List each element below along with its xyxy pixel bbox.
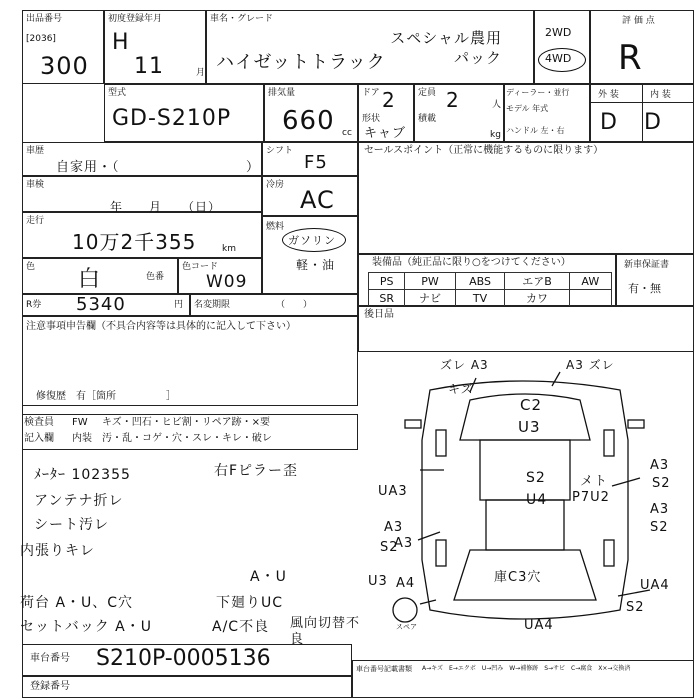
equip-tv: TV (455, 290, 505, 307)
recycle-label: R券 (26, 300, 42, 310)
shape: キャブ (364, 126, 407, 141)
reg-label: 登録番号 (30, 681, 70, 692)
load-label: 積載 (418, 114, 437, 124)
registration-box (22, 676, 352, 698)
disp: 660 (282, 106, 335, 136)
after-label: 後日品 (364, 309, 394, 320)
use-label: 車歴 (26, 146, 45, 156)
mark-16: S2 (380, 540, 399, 555)
inspect-ymd: 年 月 （日） (110, 200, 222, 214)
drive-2wd: 2WD (545, 26, 572, 39)
comment-2: アンテナ折レ (34, 493, 124, 509)
mark-6: UA3 (378, 484, 408, 499)
use: 自家用・（ (56, 160, 120, 175)
disp-unit: cc (342, 128, 352, 138)
fuel-label: 燃料 (266, 222, 285, 232)
mark-18: 庫C3穴 (494, 570, 542, 585)
mark-19: U3 (368, 574, 388, 589)
ac-label: 冷房 (266, 180, 285, 190)
mileage: 10万2千355 (72, 230, 197, 254)
disp-label: 排気量 (268, 88, 296, 98)
equip-airbag: エアB (505, 273, 569, 290)
lot-label: 出品番号 (26, 14, 63, 24)
model-year-label: モデル 年式 (506, 104, 549, 113)
comment-right-5: 風向切替不良 (290, 616, 361, 647)
new-car-label: 新車保証書 (624, 260, 670, 270)
car-name: ハイゼットトラック (216, 52, 386, 73)
comment-1: ﾒｰﾀｰ 102355 (34, 467, 131, 483)
color-code: W09 (206, 272, 248, 292)
mark-10: P7U2 (572, 490, 610, 505)
comment-5: 荷台 A・U、C穴 (20, 595, 134, 611)
shift-label: シフト (266, 146, 294, 156)
load-unit: kg (490, 130, 501, 140)
month-unit: 月 (196, 68, 206, 78)
color: 白 (78, 267, 102, 292)
mark-12: S2 (652, 476, 671, 491)
lease-value: （ ） (276, 300, 313, 310)
eval-score: R (618, 38, 643, 78)
door-label: ドア (362, 88, 380, 98)
shift: F5 (304, 152, 328, 173)
mark-15: A3 (384, 520, 404, 535)
mark-spare: スペア (396, 623, 417, 631)
mark-1: ズレ A3 (440, 358, 489, 372)
comment-6: セットバック A・U (20, 619, 152, 635)
legend: A→キズ E→エクボ U→凹み W→補修跡 S→サビ C→腐食 X×→交換済 (422, 665, 631, 672)
mark-3: キズ (448, 382, 474, 396)
mark-4: C2 (520, 396, 543, 414)
comment-right-4: A/C不良 (212, 619, 270, 635)
comment-right-3: 下廻りUC (216, 595, 284, 611)
report-label: 車台番号記載書類 (356, 665, 412, 673)
equip-label: 装備品（純正品に限り○をつけてください） (372, 257, 571, 268)
yen-unit: 円 (174, 300, 184, 310)
repair-history: 修復歴 有［箇所 ］ (36, 391, 176, 402)
color-no-label: 色番 (146, 272, 165, 282)
chassis-label: 車台番号 (30, 653, 70, 664)
mileage-unit: km (222, 244, 236, 254)
notes-label: 注意事項申告欄（不具合内容等は具体的に記入して下さい） (26, 321, 296, 332)
ext-score: D (600, 110, 618, 135)
fw-label: FW (72, 417, 88, 428)
mark-5: U3 (518, 418, 541, 436)
handle-label: ハンドル 左・右 (506, 126, 565, 135)
mark-23: UA4 (524, 618, 554, 633)
mark-11: A3 (650, 458, 670, 473)
chassis-number: S210P-0005136 (96, 646, 271, 671)
mark-21: UA4 (640, 578, 670, 593)
cap-label: 定員 (418, 88, 437, 98)
ext-label: 外 装 (598, 90, 619, 100)
entry-label: 記入欄 (24, 433, 54, 444)
ac: AC (300, 186, 335, 214)
comment-right-1: 右Fピラー歪 (214, 463, 299, 479)
grade: スペシャル農用 パック (390, 29, 502, 67)
mark-7: S2 (526, 470, 546, 486)
equip-sr: SR (369, 290, 405, 307)
mark-8: U4 (526, 492, 548, 508)
door: 2 (382, 88, 396, 112)
new-car-value: 有・無 (628, 282, 661, 295)
recycle: 5340 (76, 294, 126, 315)
name-grade-label: 車名・グレード (210, 14, 274, 24)
equip-aw: AW (569, 273, 611, 290)
mark-13: A3 (650, 502, 670, 517)
mark-9: メト (580, 474, 609, 489)
equip-ps: PS (369, 273, 405, 290)
era: H (112, 30, 130, 55)
comment-3: シート汚レ (34, 517, 109, 533)
color-label: 色 (26, 262, 36, 272)
first-reg-label: 初度登録年月 (108, 14, 163, 24)
eval-label: 評 価 点 (622, 16, 655, 26)
mileage-label: 走行 (26, 216, 45, 226)
equip-leather: カワ (505, 290, 569, 307)
model: GD-S210P (112, 106, 232, 131)
mark-17: A3 (394, 536, 414, 551)
dealer-label: ディーラー・並行 (506, 88, 570, 97)
inspector-label: 検査員 (24, 417, 54, 428)
reg-year: 11 (134, 54, 164, 79)
equip-navi: ナビ (405, 290, 455, 307)
lot-sub: [2036] (26, 34, 56, 44)
mark-2: A3 ズレ (566, 358, 615, 372)
comment-right-2: A・U (250, 569, 287, 585)
fuel: ガソリン (288, 234, 336, 247)
equip-abs: ABS (455, 273, 505, 290)
mark-22: S2 (626, 600, 645, 615)
cap: 2 (446, 88, 460, 112)
int-score: D (644, 110, 662, 135)
inspection-items-2: 内装 汚・乱・コゲ・穴・スレ・キレ・破レ (72, 433, 272, 444)
lease-label: 名変期限 (194, 300, 231, 310)
sales-point-label: セールスポイント（正常に機能するものに限ります） (364, 145, 604, 156)
cap-unit: 人 (492, 100, 502, 110)
color-code-label: 色コード (182, 262, 219, 272)
mark-20: A4 (396, 576, 416, 591)
inspection-items-1: キズ・凹石・ヒビ割・リペア跡・×要 (102, 417, 270, 428)
equip-pw: PW (405, 273, 455, 290)
fuel-alt: 軽・油 (296, 258, 336, 272)
model-label: 型式 (108, 88, 127, 98)
comment-4: 内張りキレ (20, 543, 95, 559)
lot-number: 300 (40, 52, 89, 80)
int-label: 内 装 (650, 90, 671, 100)
use-close: ） (246, 160, 261, 175)
drive-4wd: 4WD (545, 52, 572, 65)
inspect-label: 車検 (26, 180, 45, 190)
mark-14: S2 (650, 520, 669, 535)
shape-label: 形状 (362, 114, 381, 124)
